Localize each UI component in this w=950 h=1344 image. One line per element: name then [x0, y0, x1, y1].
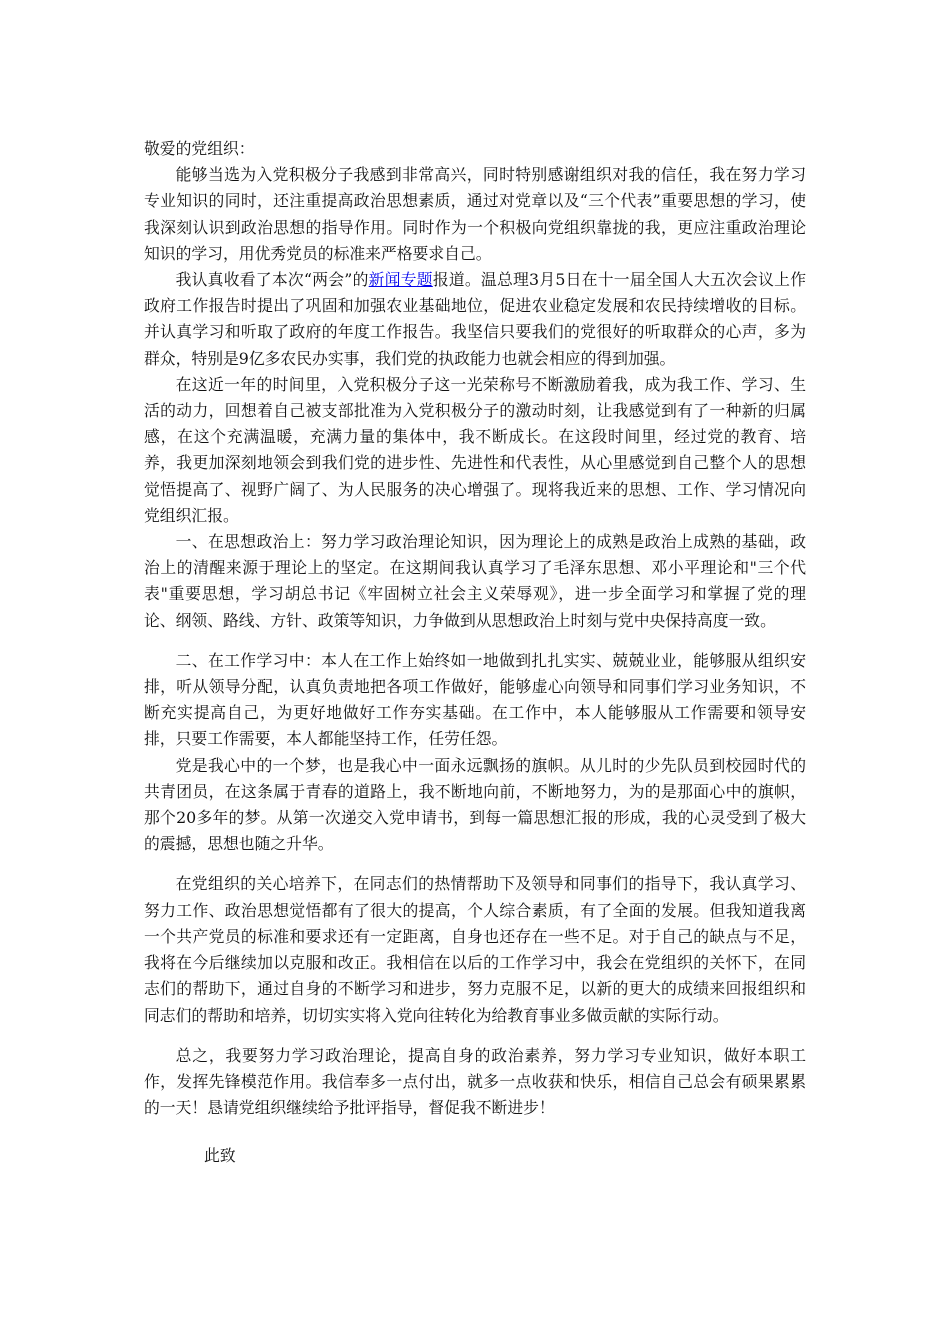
closing-salutation: 此致	[204, 1146, 236, 1166]
salutation: 敬爱的党组织：	[144, 139, 255, 158]
paragraph-conclusion: 总之，我要努力学习政治理论，提高自身的政治素养，努力学习专业知识，做好本职工作，发挥先锋模范作用。我信奉多一点付出，就多一点收获和快乐，相信自己总会有硕果累累的一天！恳请党组织继续给予批评指导，督促我不断进步！	[144, 1045, 806, 1118]
news-topic-link[interactable]: 新闻专题	[368, 270, 433, 290]
paragraph-growth: 在党组织的关心培养下，在同志们的热情帮助下及领导和同事们的指导下，我认真学习、努力工作、政治思想觉悟都有了很大的提高，个人综合素质，有了全面的发展。但我知道我离一个共产党员的标准和要求还有一定距离，自身也还存在一些不足。对于自己的缺点与不足，我将在今后继续加以克服和改正。我相信在以后的工作学习中，我会在党组织的关怀下，在同志们的帮助下，通过自身的不断学习和进步，努力克服不足，以新的更大的成绩来回报组织和同志们的帮助和培养，切切实实将入党向往转化为给教育事业多做贡献的实际行动。	[144, 874, 806, 1025]
paragraph-party-dream: 党是我心中的一个梦，也是我心中一面永远飘扬的旗帜。从儿时的少先队员到校园时代的共青团员，在这条属于青春的道路上，我不断地向前，不断地努力，为的是那面心中的旗帜，那个20多年的梦。从第一次递交入党申请书，到每一篇思想汇报的形成，我的心灵受到了极大的震撼，思想也随之升华。	[144, 755, 806, 854]
paragraph-political-thought: 一、在思想政治上：努力学习政治理论知识，因为理论上的成熟是政治上成熟的基础，政治上的清醒来源于理论上的坚定。在这期间我认真学习了毛泽东思想、邓小平理论和"三个代表"重要思想，学习胡总书记《牢固树立社会主义荣辱观》，进一步全面学习和掌握了党的理论、纲领、路线、方针、政策等知识，力争做到从思想政治上时刻与党中央保持高度一致。	[144, 532, 806, 630]
paragraph-two-sessions-text-after: 报道。温总理3月5日在十一届全国人大五次会议上作政府工作报告时提出了巩固和加强农业基础地位，促进农业稳定发展和农民持续增收的目标。并认真学习和听取了政府的年度工作报告。我坚信只要我们的党很好的听取群众的心声，多为群众，特别是9亿多农民办实事，我们党的执政能力也就会相应的得到加强。	[144, 270, 806, 368]
paragraph-work-study: 二、在工作学习中：本人在工作上始终如一地做到扎扎实实、兢兢业业，能够服从组织安排，听从领导分配，认真负责地把各项工作做好，能够虚心向领导和同事们学习业务知识，不断充实提高自己，为更好地做好工作夯实基础。在工作中，本人能够服从工作需要和领导安排，只要工作需要，本人都能坚持工作，任劳任怨。	[144, 650, 806, 749]
paragraph-two-sessions	[144, 267, 806, 372]
paragraph-intro: 能够当选为入党积极分子我感到非常高兴，同时特别感谢组织对我的信任，我在努力学习专业知识的同时，还注重提高政治思想素质，通过对党章以及“三个代表”重要思想的学习，使我深刻认识到政治思想的指导作用。同时作为一个积极向党组织靠拢的我，更应注重政治理论知识的学习，用优秀党员的标准来严格要求自己。	[144, 165, 806, 263]
paragraph-past-year: 在这近一年的时间里，入党积极分子这一光荣称号不断激励着我，成为我工作、学习、生活的动力，回想着自己被支部批准为入党积极分子的激动时刻，让我感觉到有了一种新的归属感，在这个充满温暖，充满力量的集体中，我不断成长。在这段时间里，经过党的教育、培养，我更加深刻地领会到我们党的进步性、先进性和代表性，从心里感觉到自己整个人的思想觉悟提高了、视野广阔了、为人民服务的决心增强了。现将我近来的思想、工作、学习情况向党组织汇报。	[144, 374, 806, 525]
document-body	[144, 136, 806, 1170]
paragraph-two-sessions-text-before: 我认真收看了本次“两会”的	[175, 270, 369, 290]
